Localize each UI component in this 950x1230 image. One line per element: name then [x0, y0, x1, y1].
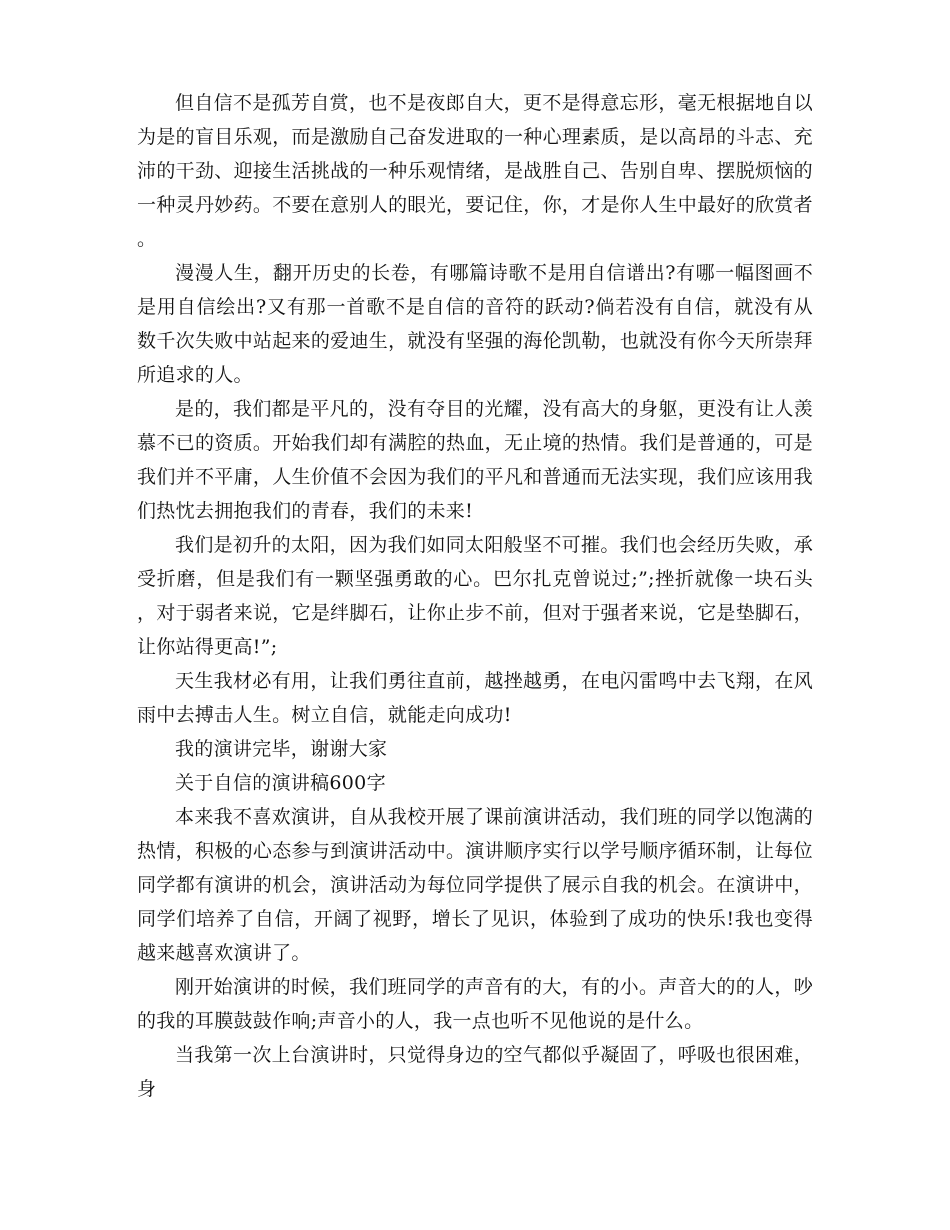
paragraph-confidence-definition: 但自信不是孤芳自赏，也不是夜郎自大，更不是得意忘形，毫无根据地自以为是的盲目乐观，而是激励自己奋发进取的一种心理素质，是以高昂的斗志、充沛的干劲、迎接生活挑战的一种乐观情绪，是战胜自己、告别自卑、摆脱烦恼的一种灵丹妙药。不要在意别人的眼光，要记住，你，才是你人生中最好的欣赏者。 [137, 92, 813, 250]
section-title: 关于自信的演讲稿600字 [175, 772, 386, 794]
paragraph-speech-activity: 本来我不喜欢演讲，自从我校开展了课前演讲活动，我们班的同学以饱满的热情，积极的心态参与到演讲活动中。演讲顺序实行以学号顺序循环制，让每位同学都有演讲的机会，演讲活动为每位同学提供了展示自我的机会。在演讲中，同学们培养了自信，开阔了视野，增长了见识，体验到了成功的快乐!我也变得越来越喜欢演讲了。 [137, 806, 813, 964]
paragraph-useful-talent: 天生我材必有用，让我们勇往直前，越挫越勇，在电闪雷鸣中去飞翔，在风雨中去搏击人生。树立自信，就能走向成功! [137, 670, 813, 726]
paragraph-ordinary-people: 是的，我们都是平凡的，没有夺目的光耀，没有高大的身躯，更没有让人羡慕不已的资质。开始我们却有满腔的热血，无止境的热情。我们是普通的，可是我们并不平庸，人生价值不会因为我们的平凡和普通而无法实现，我们应该用我们热忱去拥抱我们的青春，我们的未来! [137, 398, 813, 522]
paragraph-rising-sun: 我们是初升的太阳，因为我们如同太阳般坚不可摧。我们也会经历失败，承受折磨，但是我们有一颗坚强勇敢的心。巴尔扎克曾说过;”;挫折就像一块石头，对于弱者来说，它是绊脚石，让你止步不前，但对于强者来说，它是垫脚石，让你站得更高!”; [137, 534, 813, 658]
paragraph-voice-volume: 刚开始演讲的时候，我们班同学的声音有的大，有的小。声音大的的人，吵的我的耳膜鼓鼓作响;声音小的人，我一点也听不见他说的是什么。 [137, 976, 813, 1032]
document-page [137, 86, 813, 1106]
paragraph-history-examples: 漫漫人生，翻开历史的长卷，有哪篇诗歌不是用自信谱出?有哪一幅图画不是用自信绘出?又有那一首歌不是自信的音符的跃动?倘若没有自信，就没有从数千次失败中站起来的爱迪生，就没有坚强的海伦凯勒，也就没有你今天所崇拜所追求的人。 [137, 262, 813, 386]
paragraph-closing-thanks: 我的演讲完毕，谢谢大家 [175, 738, 388, 760]
paragraph-first-speech: 当我第一次上台演讲时，只觉得身边的空气都似乎凝固了，呼吸也很困难，身 [137, 1044, 813, 1100]
